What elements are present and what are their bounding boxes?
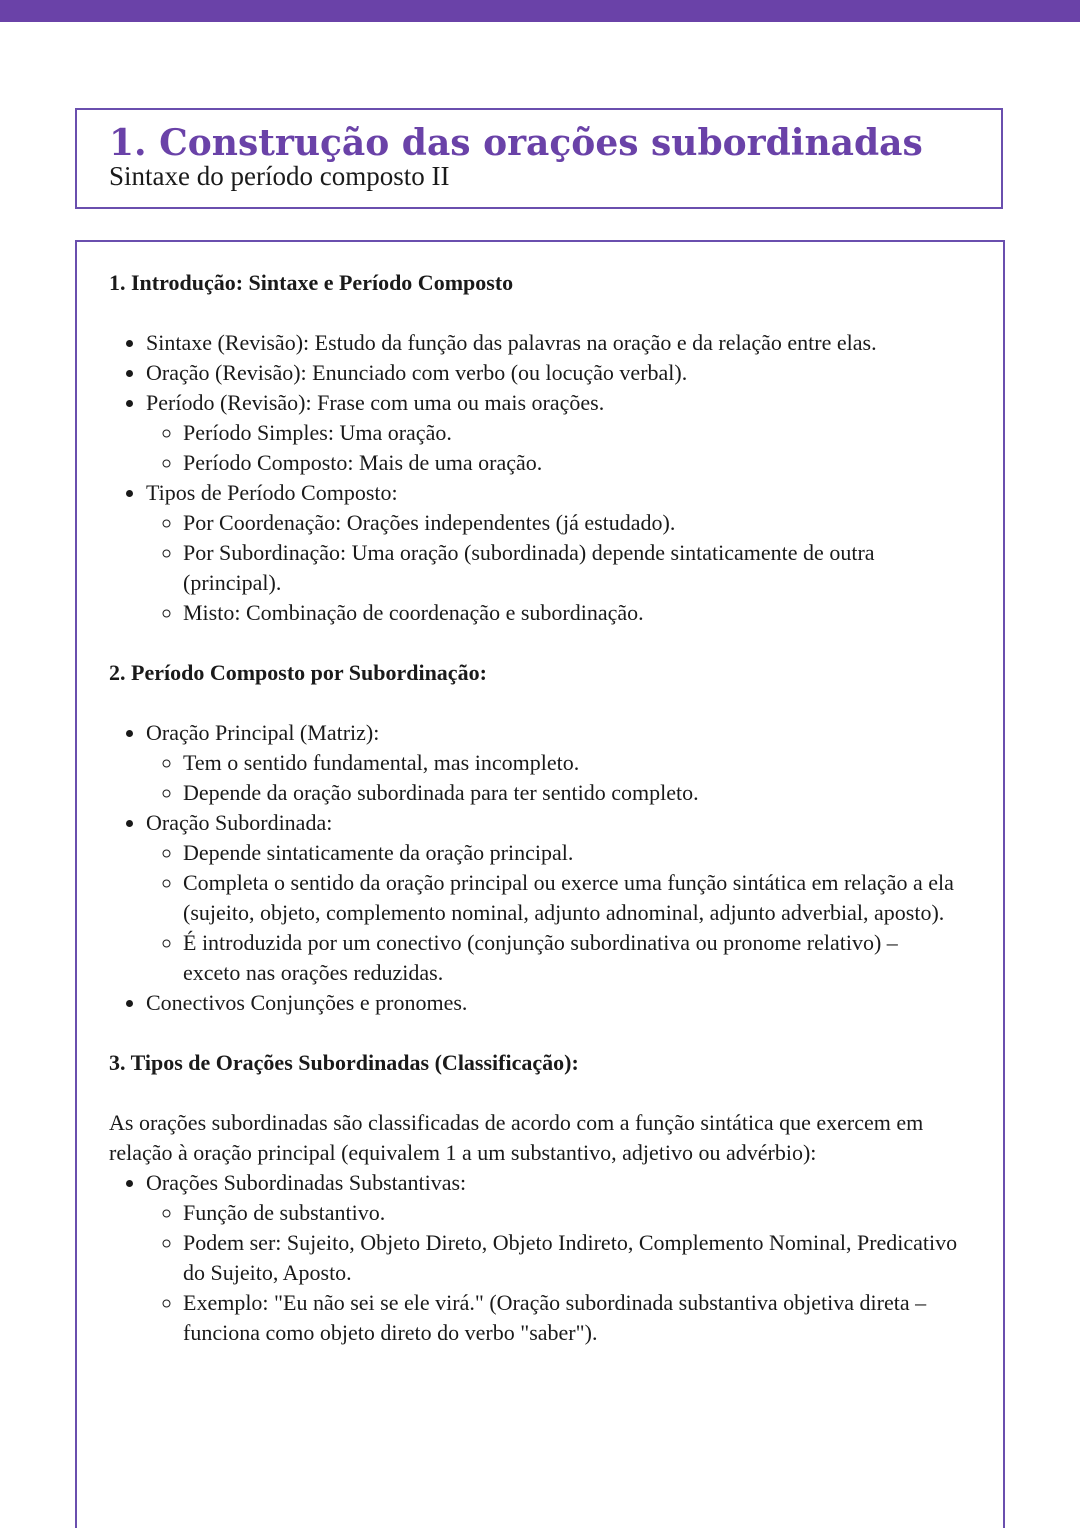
list-item: • Oração Subordinada: ◦ Depende sintaticamente da oração principal. ◦ Completa o sentido da oração principal ou exerce uma função sintática em relação a ela (sujeito, objeto, complemento nominal, adjunto adnominal, adjunto adverbial, aposto). ◦ É introduzida por um conectivo (conjunção subordinativa ou pronome relativo) – exceto nas orações reduzidas. [146, 808, 959, 988]
list-item: ◦ É introduzida por um conectivo (conjunção subordinativa ou pronome relativo) – exceto nas orações reduzidas. [183, 928, 959, 988]
section-3-list [109, 1168, 959, 1348]
principal-sublist [146, 748, 959, 808]
content-box [75, 240, 1005, 1528]
section-3-intro: As orações subordinadas são classificadas de acordo com a função sintática que exercem em relação à oração principal (equivalem 1 a um substantivo, adjetivo ou advérbio): [109, 1110, 924, 1165]
list-item: ◦ Período Composto: Mais de uma oração. [183, 448, 959, 478]
list-item: ◦ Depende sintaticamente da oração principal. [183, 838, 959, 868]
list-item: ◦ Depende da oração subordinada para ter sentido completo. [183, 778, 959, 808]
list-item: ◦ Misto: Combinação de coordenação e subordinação. [183, 598, 959, 628]
list-item: ◦ Por Subordinação: Uma oração (subordinada) depende sintaticamente de outra (principal). [183, 538, 959, 598]
tipos-sublist [146, 508, 959, 628]
list-item: • Oração (Revisão): Enunciado com verbo (ou locução verbal). [146, 358, 959, 388]
page-subtitle: Sintaxe do período composto II [109, 161, 450, 191]
section-3-heading: 3. Tipos de Orações Subordinadas (Classificação): [109, 1050, 579, 1075]
list-item: • Orações Subordinadas Substantivas: ◦ Função de substantivo. ◦ Podem ser: Sujeito, Objeto Direto, Objeto Indireto, Complemento Nominal, Predicativo do Sujeito, Aposto. ◦ Exemplo: "Eu não sei se ele virá." (Oração subordinada substantiva objetiva direta – funciona como objeto direto do verbo "saber"). [146, 1168, 959, 1348]
section-2-list [109, 718, 959, 1018]
section-1-list [109, 328, 959, 628]
list-item: • Período (Revisão): Frase com uma ou mais orações. ◦ Período Simples: Uma oração. ◦ Período Composto: Mais de uma oração. [146, 388, 959, 478]
section-2-heading: 2. Período Composto por Subordinação: [109, 660, 487, 685]
list-item: ◦ Tem o sentido fundamental, mas incompleto. [183, 748, 959, 778]
list-item: ◦ Período Simples: Uma oração. [183, 418, 959, 448]
list-item: • Oração Principal (Matriz): ◦ Tem o sentido fundamental, mas incompleto. ◦ Depende da oração subordinada para ter sentido completo. [146, 718, 959, 808]
list-item: ◦ Podem ser: Sujeito, Objeto Direto, Objeto Indireto, Complemento Nominal, Predicativo do Sujeito, Aposto. [183, 1228, 959, 1288]
list-item: ◦ Por Coordenação: Orações independentes (já estudado). [183, 508, 959, 538]
periodo-sublist [146, 418, 959, 478]
section-1-heading: 1. Introdução: Sintaxe e Período Composto [109, 270, 514, 295]
list-item: • Sintaxe (Revisão): Estudo da função das palavras na oração e da relação entre elas. [146, 328, 959, 358]
notes-content [109, 268, 959, 1348]
top-accent-bar [0, 0, 1080, 22]
substantivas-sublist [146, 1198, 959, 1348]
list-item: • Tipos de Período Composto: ◦ Por Coordenação: Orações independentes (já estudado). ◦ Por Subordinação: Uma oração (subordinada) depende sintaticamente de outra (principal). ◦ Misto: Combinação de coordenação e subordinação. [146, 478, 959, 628]
subordinada-sublist [146, 838, 959, 988]
list-item: • Conectivos Conjunções e pronomes. [146, 988, 959, 1018]
page-title: 1. Construção das orações subordinadas [109, 122, 923, 164]
list-item: ◦ Função de substantivo. [183, 1198, 959, 1228]
title-box [75, 108, 1003, 209]
list-item: ◦ Completa o sentido da oração principal ou exerce uma função sintática em relação a ela (sujeito, objeto, complemento nominal, adjunto adnominal, adjunto adverbial, aposto). [183, 868, 959, 928]
list-item: ◦ Exemplo: "Eu não sei se ele virá." (Oração subordinada substantiva objetiva direta – funciona como objeto direto do verbo "saber"). [183, 1288, 959, 1348]
